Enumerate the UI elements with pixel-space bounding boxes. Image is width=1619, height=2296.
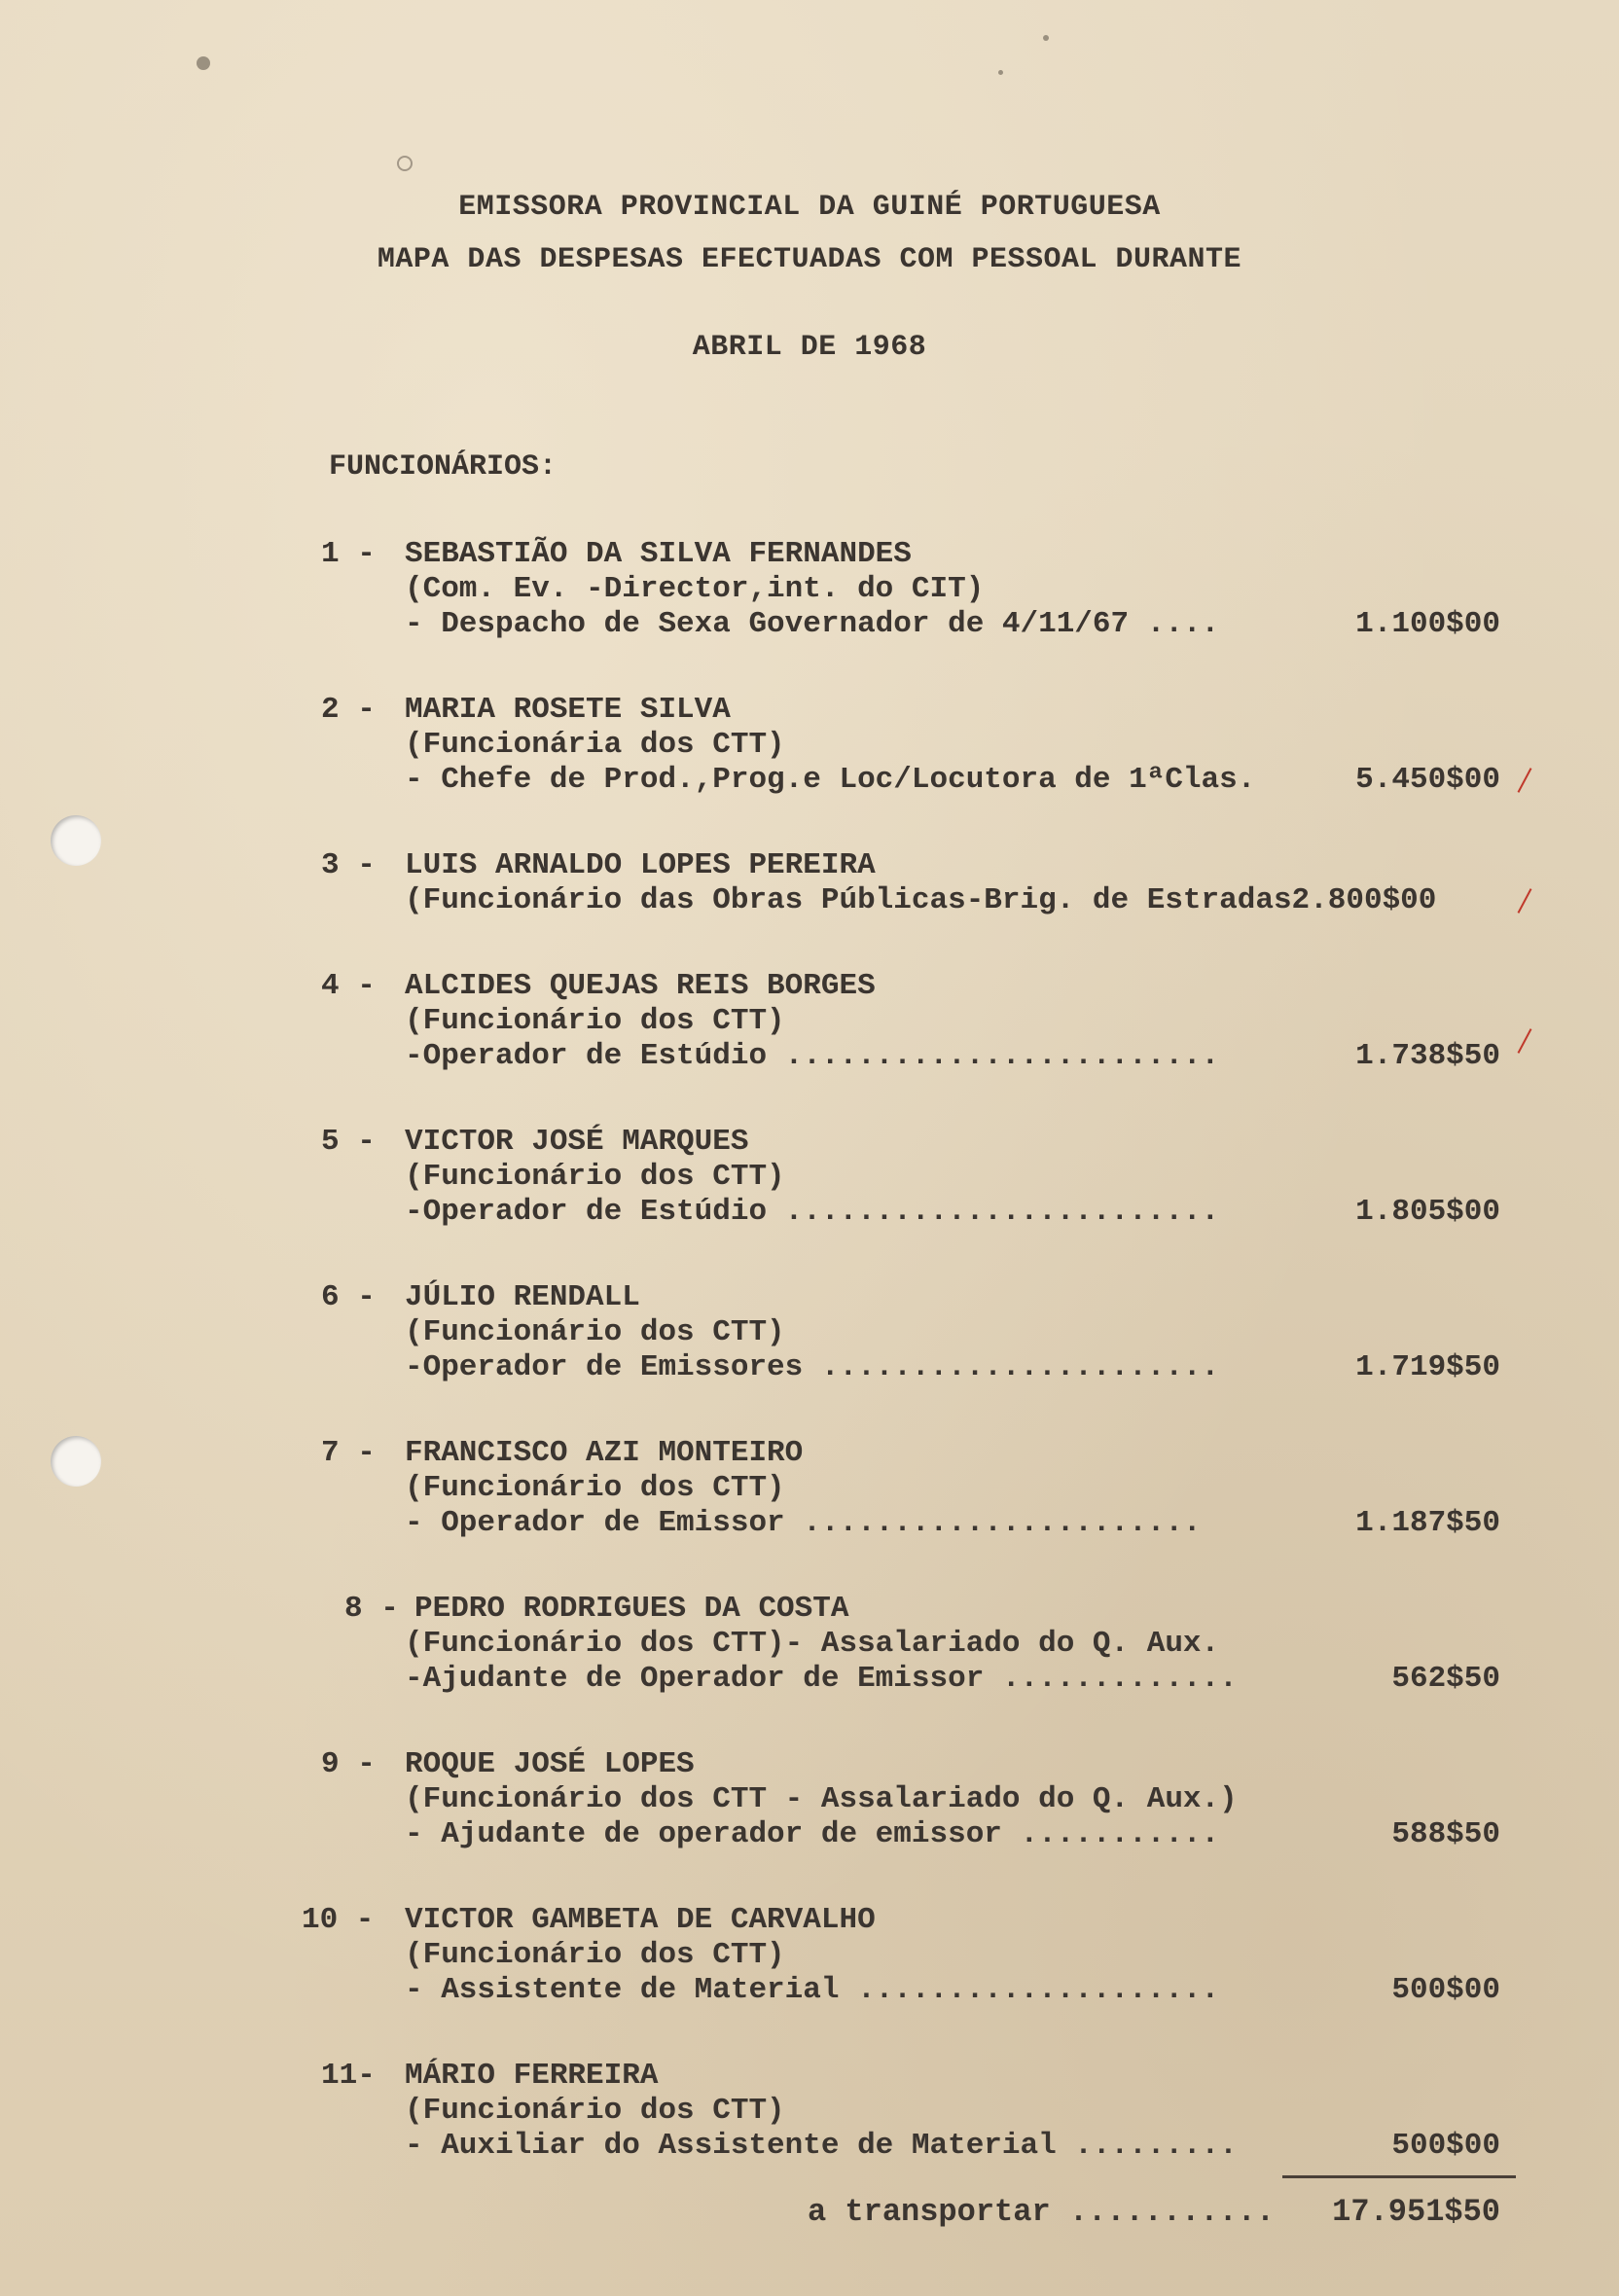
carry-forward-total — [808, 2193, 1508, 2232]
entry-name: VICTOR GAMBETA DE CARVALHO — [405, 1903, 876, 1937]
entry-amount: 562$50 — [1391, 1662, 1500, 1696]
section-label: FUNCIONÁRIOS: — [329, 450, 558, 484]
entry-name: VICTOR JOSÉ MARQUES — [405, 1125, 749, 1159]
entry-role: - Despacho de Sexa Governador de 4/11/67 .... — [405, 607, 1220, 641]
entry-affiliation: (Funcionário dos CTT) — [405, 2094, 785, 2128]
entry-number: 6 - — [321, 1280, 376, 1314]
entry-role: - Chefe de Prod.,Prog.e Loc/Locutora de 1ªClas. — [405, 763, 1256, 797]
entry-role: -Operador de Estúdio ........................ — [405, 1039, 1220, 1073]
checkmark — [1518, 1028, 1532, 1054]
entry-number: 4 - — [321, 969, 376, 1003]
total-amount: 17.951$50 — [1332, 2194, 1500, 2230]
header-period: ABRIL DE 1968 — [692, 331, 927, 364]
ink-speck — [397, 156, 413, 171]
entry-name: JÚLIO RENDALL — [405, 1280, 640, 1314]
ink-speck — [998, 70, 1003, 75]
entry-name: PEDRO RODRIGUES DA COSTA — [414, 1592, 849, 1626]
entry-amount: 500$00 — [1391, 1973, 1500, 2007]
header-subtitle: MAPA DAS DESPESAS EFECTUADAS COM PESSOAL DURANTE — [377, 243, 1242, 276]
header-title: EMISSORA PROVINCIAL DA GUINÉ PORTUGUESA — [458, 191, 1161, 224]
entry-name: MÁRIO FERREIRA — [405, 2059, 659, 2093]
punch-hole-bottom — [51, 1436, 101, 1487]
staff-entry — [321, 537, 1508, 642]
entry-affiliation: (Funcionário dos CTT) — [405, 1938, 785, 1972]
entry-amount: 1.738$50 — [1355, 1039, 1500, 1073]
staff-entry — [321, 2059, 1508, 2164]
checkmark — [1518, 768, 1532, 793]
checkmark — [1518, 888, 1532, 914]
entry-name: SEBASTIÃO DA SILVA FERNANDES — [405, 537, 912, 571]
total-label: a transportar ........... — [808, 2194, 1276, 2230]
entry-affiliation: (Funcionário dos CTT)- Assalariado do Q. Aux. — [405, 1627, 1220, 1661]
entry-name: MARIA ROSETE SILVA — [405, 693, 731, 727]
entry-role: - Ajudante de operador de emissor ........... — [405, 1817, 1220, 1851]
staff-entry — [321, 969, 1508, 1074]
entry-number: 9 - — [321, 1747, 376, 1781]
entry-amount: 1.100$00 — [1355, 607, 1500, 641]
entry-name: ALCIDES QUEJAS REIS BORGES — [405, 969, 876, 1003]
entry-number: 5 - — [321, 1125, 376, 1159]
entry-number: 3 - — [321, 848, 376, 882]
staff-entry — [321, 693, 1508, 798]
entry-number: 1 - — [321, 537, 376, 571]
entry-affiliation: (Funcionário dos CTT) — [405, 1315, 785, 1349]
entry-role: - Assistente de Material .................... — [405, 1973, 1220, 2007]
punch-hole-top — [51, 815, 101, 866]
entry-name: FRANCISCO AZI MONTEIRO — [405, 1436, 804, 1470]
entry-name: ROQUE JOSÉ LOPES — [405, 1747, 695, 1781]
entry-amount: 1.719$50 — [1355, 1350, 1500, 1384]
entry-role: -Operador de Estúdio ........................ — [405, 1195, 1220, 1229]
staff-entry — [321, 1280, 1508, 1385]
entry-role: - Auxiliar do Assistente de Material ......... — [405, 2129, 1238, 2163]
entry-name: LUIS ARNALDO LOPES PEREIRA — [405, 848, 876, 882]
entry-affiliation: (Funcionário dos CTT - Assalariado do Q. Aux.) — [405, 1782, 1238, 1816]
entry-amount: 5.450$00 — [1355, 763, 1500, 797]
entry-amount: 588$50 — [1391, 1817, 1500, 1851]
entry-amount: 1.187$50 — [1355, 1506, 1500, 1540]
entry-amount: 500$00 — [1391, 2129, 1500, 2163]
entry-number: 7 - — [321, 1436, 376, 1470]
entry-affiliation: (Funcionário dos CTT) — [405, 1471, 785, 1505]
staff-entry — [321, 1592, 1508, 1697]
staff-entry — [321, 1436, 1508, 1541]
staff-entry — [321, 848, 1508, 918]
entry-role: -Operador de Emissores ...................... — [405, 1350, 1220, 1384]
entry-number: 11- — [321, 2059, 376, 2093]
entry-number: 8 - — [344, 1592, 399, 1626]
entry-affiliation: (Funcionária dos CTT) — [405, 728, 785, 762]
entry-affiliation: (Funcionário dos CTT) — [405, 1004, 785, 1038]
entry-number: 2 - — [321, 693, 376, 727]
staff-entry — [302, 1903, 1508, 2008]
staff-entry — [321, 1125, 1508, 1230]
entry-affiliation: (Com. Ev. -Director,int. do CIT) — [405, 572, 985, 606]
ink-speck — [197, 56, 210, 70]
ink-speck — [1043, 35, 1049, 41]
sum-rule — [1282, 2175, 1516, 2178]
entry-affiliation: (Funcionário dos CTT) — [405, 1160, 785, 1194]
staff-entry — [321, 1747, 1508, 1852]
entry-number: 10 - — [302, 1903, 375, 1937]
entry-role: -Ajudante de Operador de Emissor ............. — [405, 1662, 1238, 1696]
entry-amount: 1.805$00 — [1355, 1195, 1500, 1229]
entry-role: - Operador de Emissor ...................... — [405, 1506, 1202, 1540]
entry-affiliation: (Funcionário das Obras Públicas-Brig. de Estradas2.800$00 — [405, 883, 1437, 917]
